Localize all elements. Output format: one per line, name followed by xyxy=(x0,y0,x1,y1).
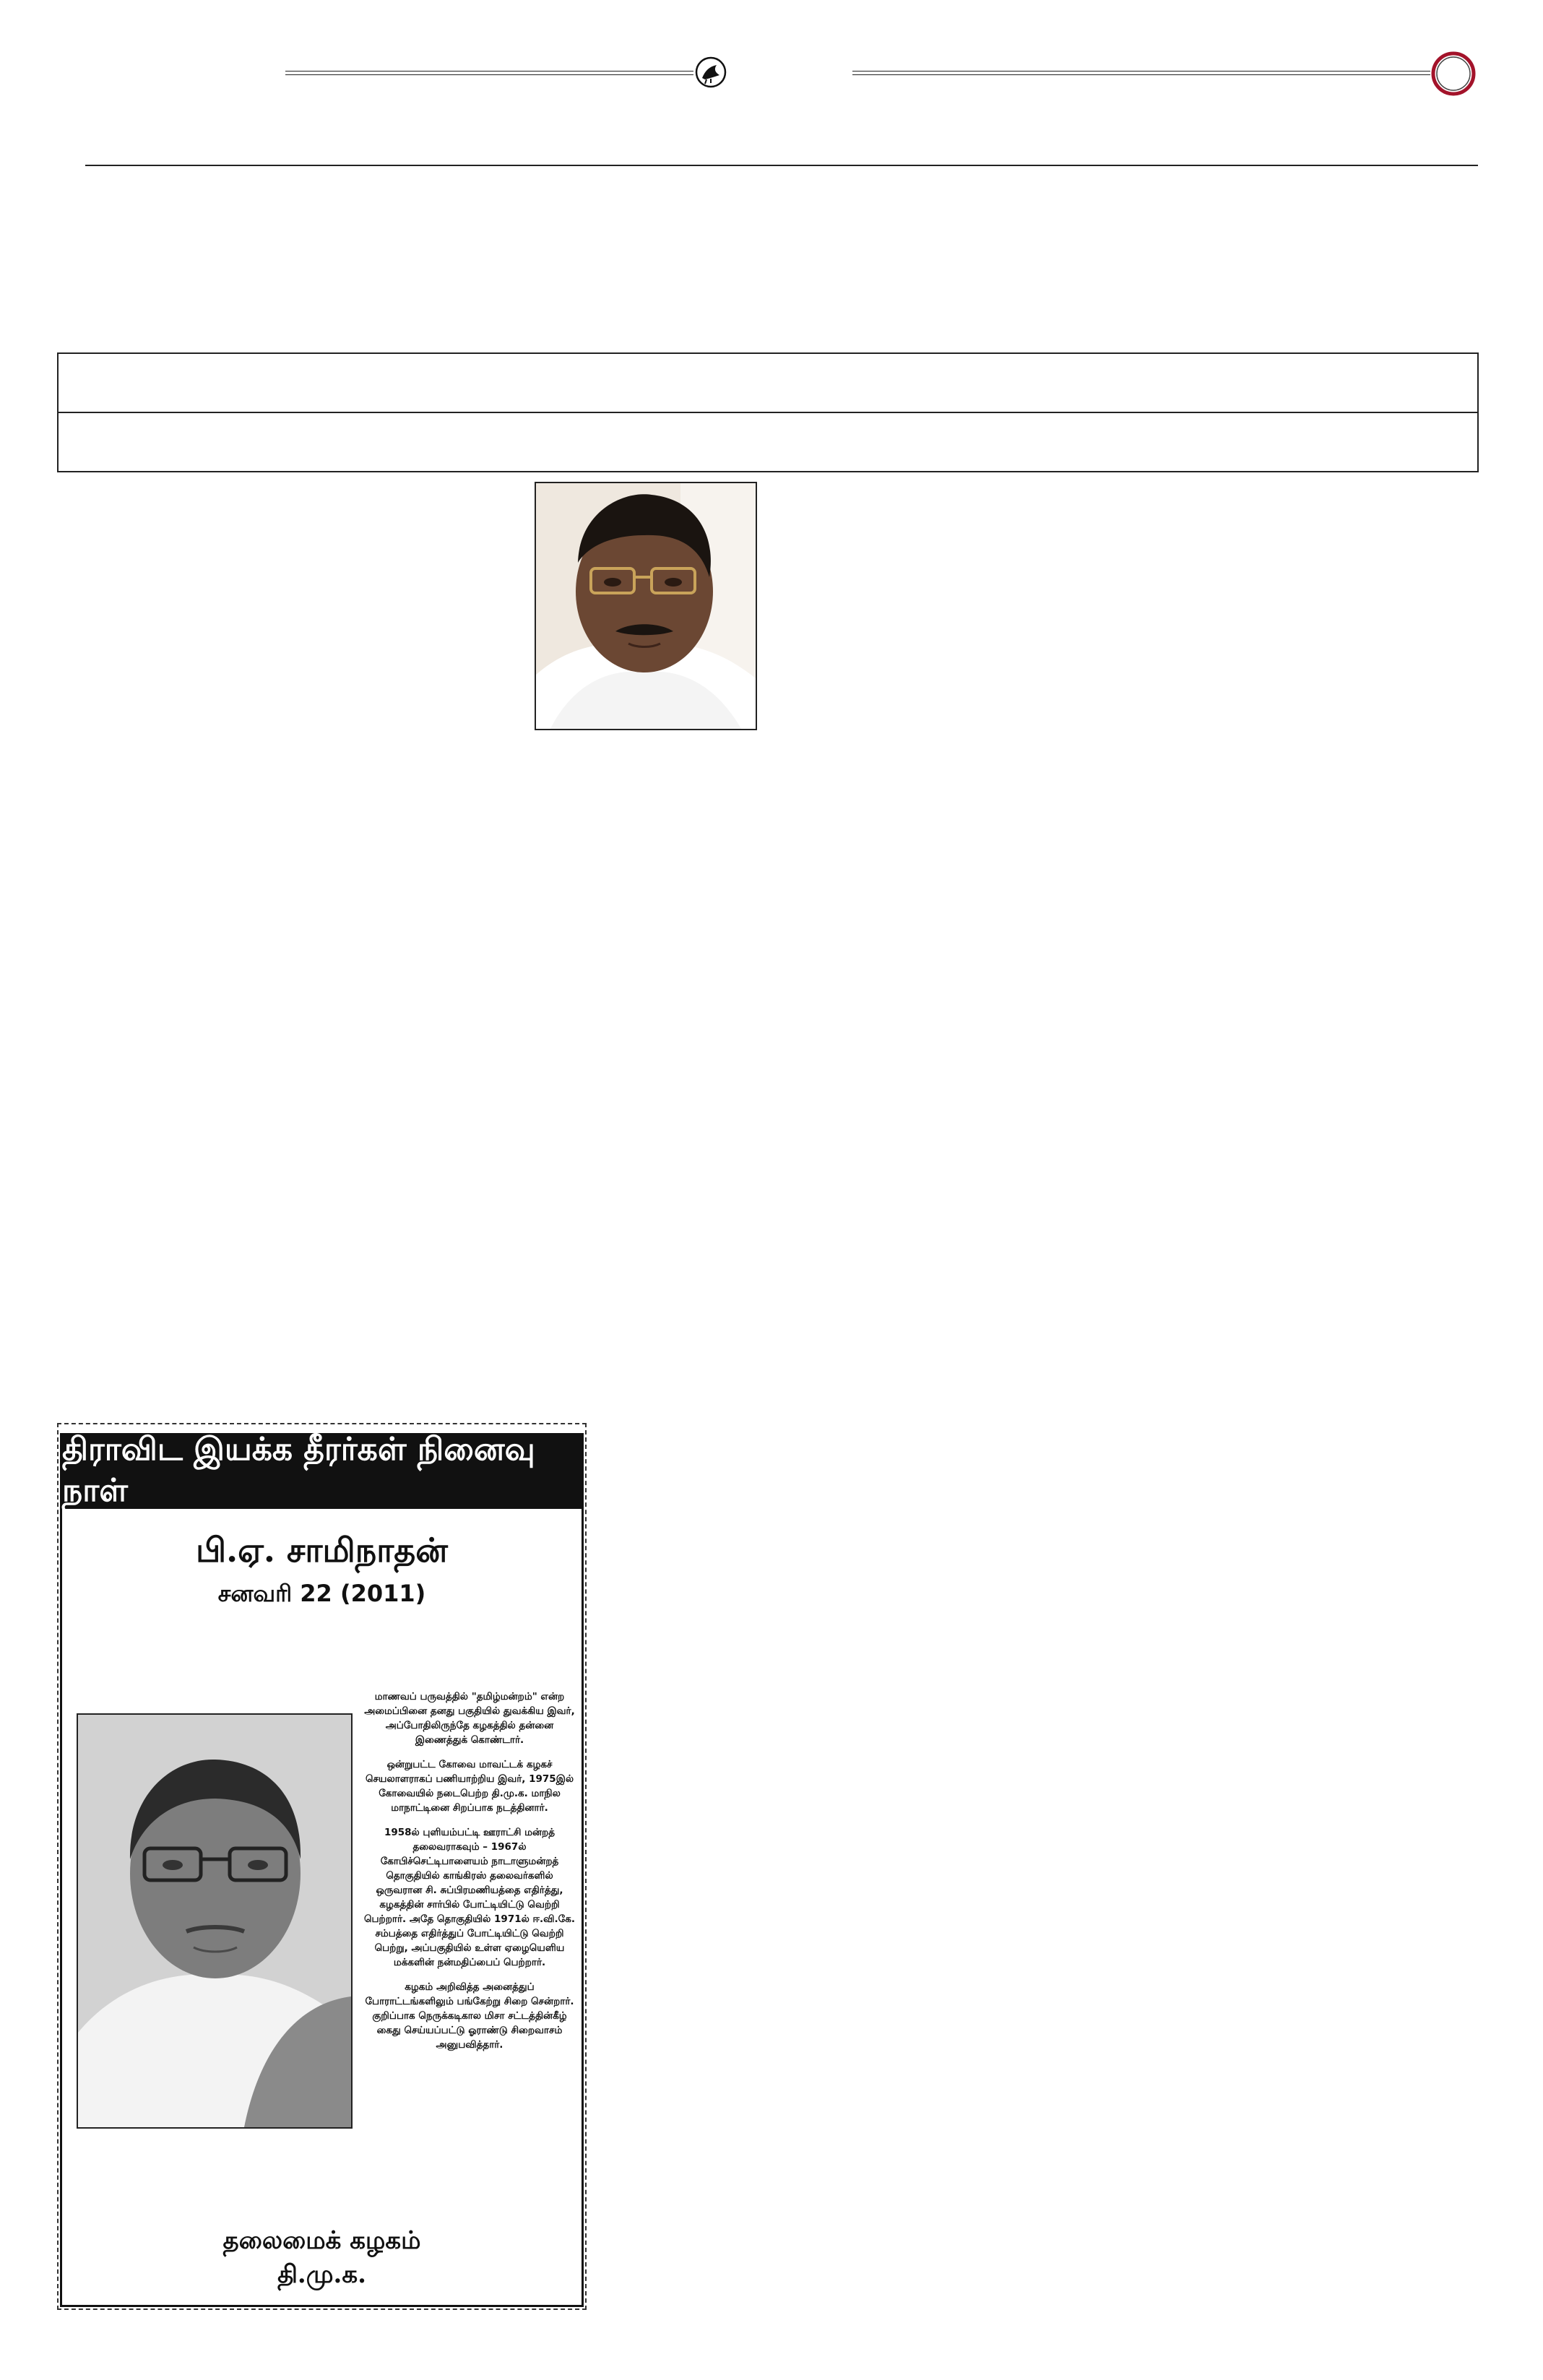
band-right-border xyxy=(1477,352,1479,472)
band-bottom-border xyxy=(57,471,1479,472)
tribute-heading: திராவிட இயக்க தீரர்கள் நினைவு நாள் xyxy=(62,1435,582,1509)
bio-paragraph: 1958ல் புளியம்பட்டி ஊராட்சி மன்றத் தலைவராகவும் – 1967ல் கோபிச்செட்டிபாளையம் நாடாளுமன்றத் தொகுதியில் காங்கிரஸ் தலைவர்களில் ஒருவரான சி. சுப்பிரமணியத்தை எதிர்த்து, கழகத்தின் சார்பில் போட்டியிட்டு வெற்றி பெற்றார். அதே தொகுதியில் 1971ல் ஈ.வி.கே. சம்பத்தை எதிர்த்துப் போட்டியிட்டு வெற்றி பெற்று, அப்பகுதியில் உள்ள ஏழையெளிய மக்களின் நன்மதிப்பைப் பெற்றார். xyxy=(363,1827,575,1968)
tribute-portrait-photo xyxy=(77,1713,353,2129)
bio-paragraph: மாணவப் பருவத்தில் "தமிழ்மன்றம்" என்ற அமைப்பினை தனது பகுதியில் துவக்கிய இவர், அப்போதிலிருந்தே கழகத்தில் தன்னை இணைத்துக் கொண்டார். xyxy=(364,1691,575,1746)
signature-line-1: தலைமைக் கழகம் xyxy=(222,2226,421,2255)
band-left-border xyxy=(57,352,59,472)
portrait-photo-icon xyxy=(78,1715,351,2127)
signature-line-2: தி.மு.க. xyxy=(277,2260,366,2289)
party-emblem-icon xyxy=(695,56,727,88)
tribute-name: பி.ஏ. சாமிநாதன் xyxy=(196,1531,448,1570)
bio-paragraph: ஒன்றுபட்ட கோவை மாவட்டக் கழகச் செயலாளராகப் பணியாற்றிய இவர், 1975இல் கோவையில் நடைபெற்ற தி.மு.க. மாநில மாநாட்டினை சிறப்பாக நடத்தினார். xyxy=(365,1759,574,1814)
band-top-border xyxy=(57,352,1479,354)
tribute-biography xyxy=(363,1689,576,2062)
header-rule-left xyxy=(285,71,693,75)
section-divider xyxy=(85,165,1478,166)
portrait-photo-icon xyxy=(536,483,756,729)
header-rule-right xyxy=(852,71,1430,75)
main-portrait-photo xyxy=(535,482,757,730)
bio-paragraph: கழகம் அறிவித்த அனைத்துப் போராட்டங்களிலும் பங்கேற்று சிறை சென்றார். குறிப்பாக நெருக்கடிகால மிசா சட்டத்தின்கீழ் கைது செய்யப்பட்டு ஓராண்டு சிறைவாசம் அனுபவித்தார். xyxy=(365,1981,574,2051)
band-middle-border xyxy=(57,412,1479,413)
tribute-advertisement xyxy=(57,1423,587,2310)
tribute-frame xyxy=(60,1433,584,2307)
tribute-date: சனவரி 22 (2011) xyxy=(217,1580,426,1607)
page-number-circle-icon xyxy=(1430,51,1477,97)
